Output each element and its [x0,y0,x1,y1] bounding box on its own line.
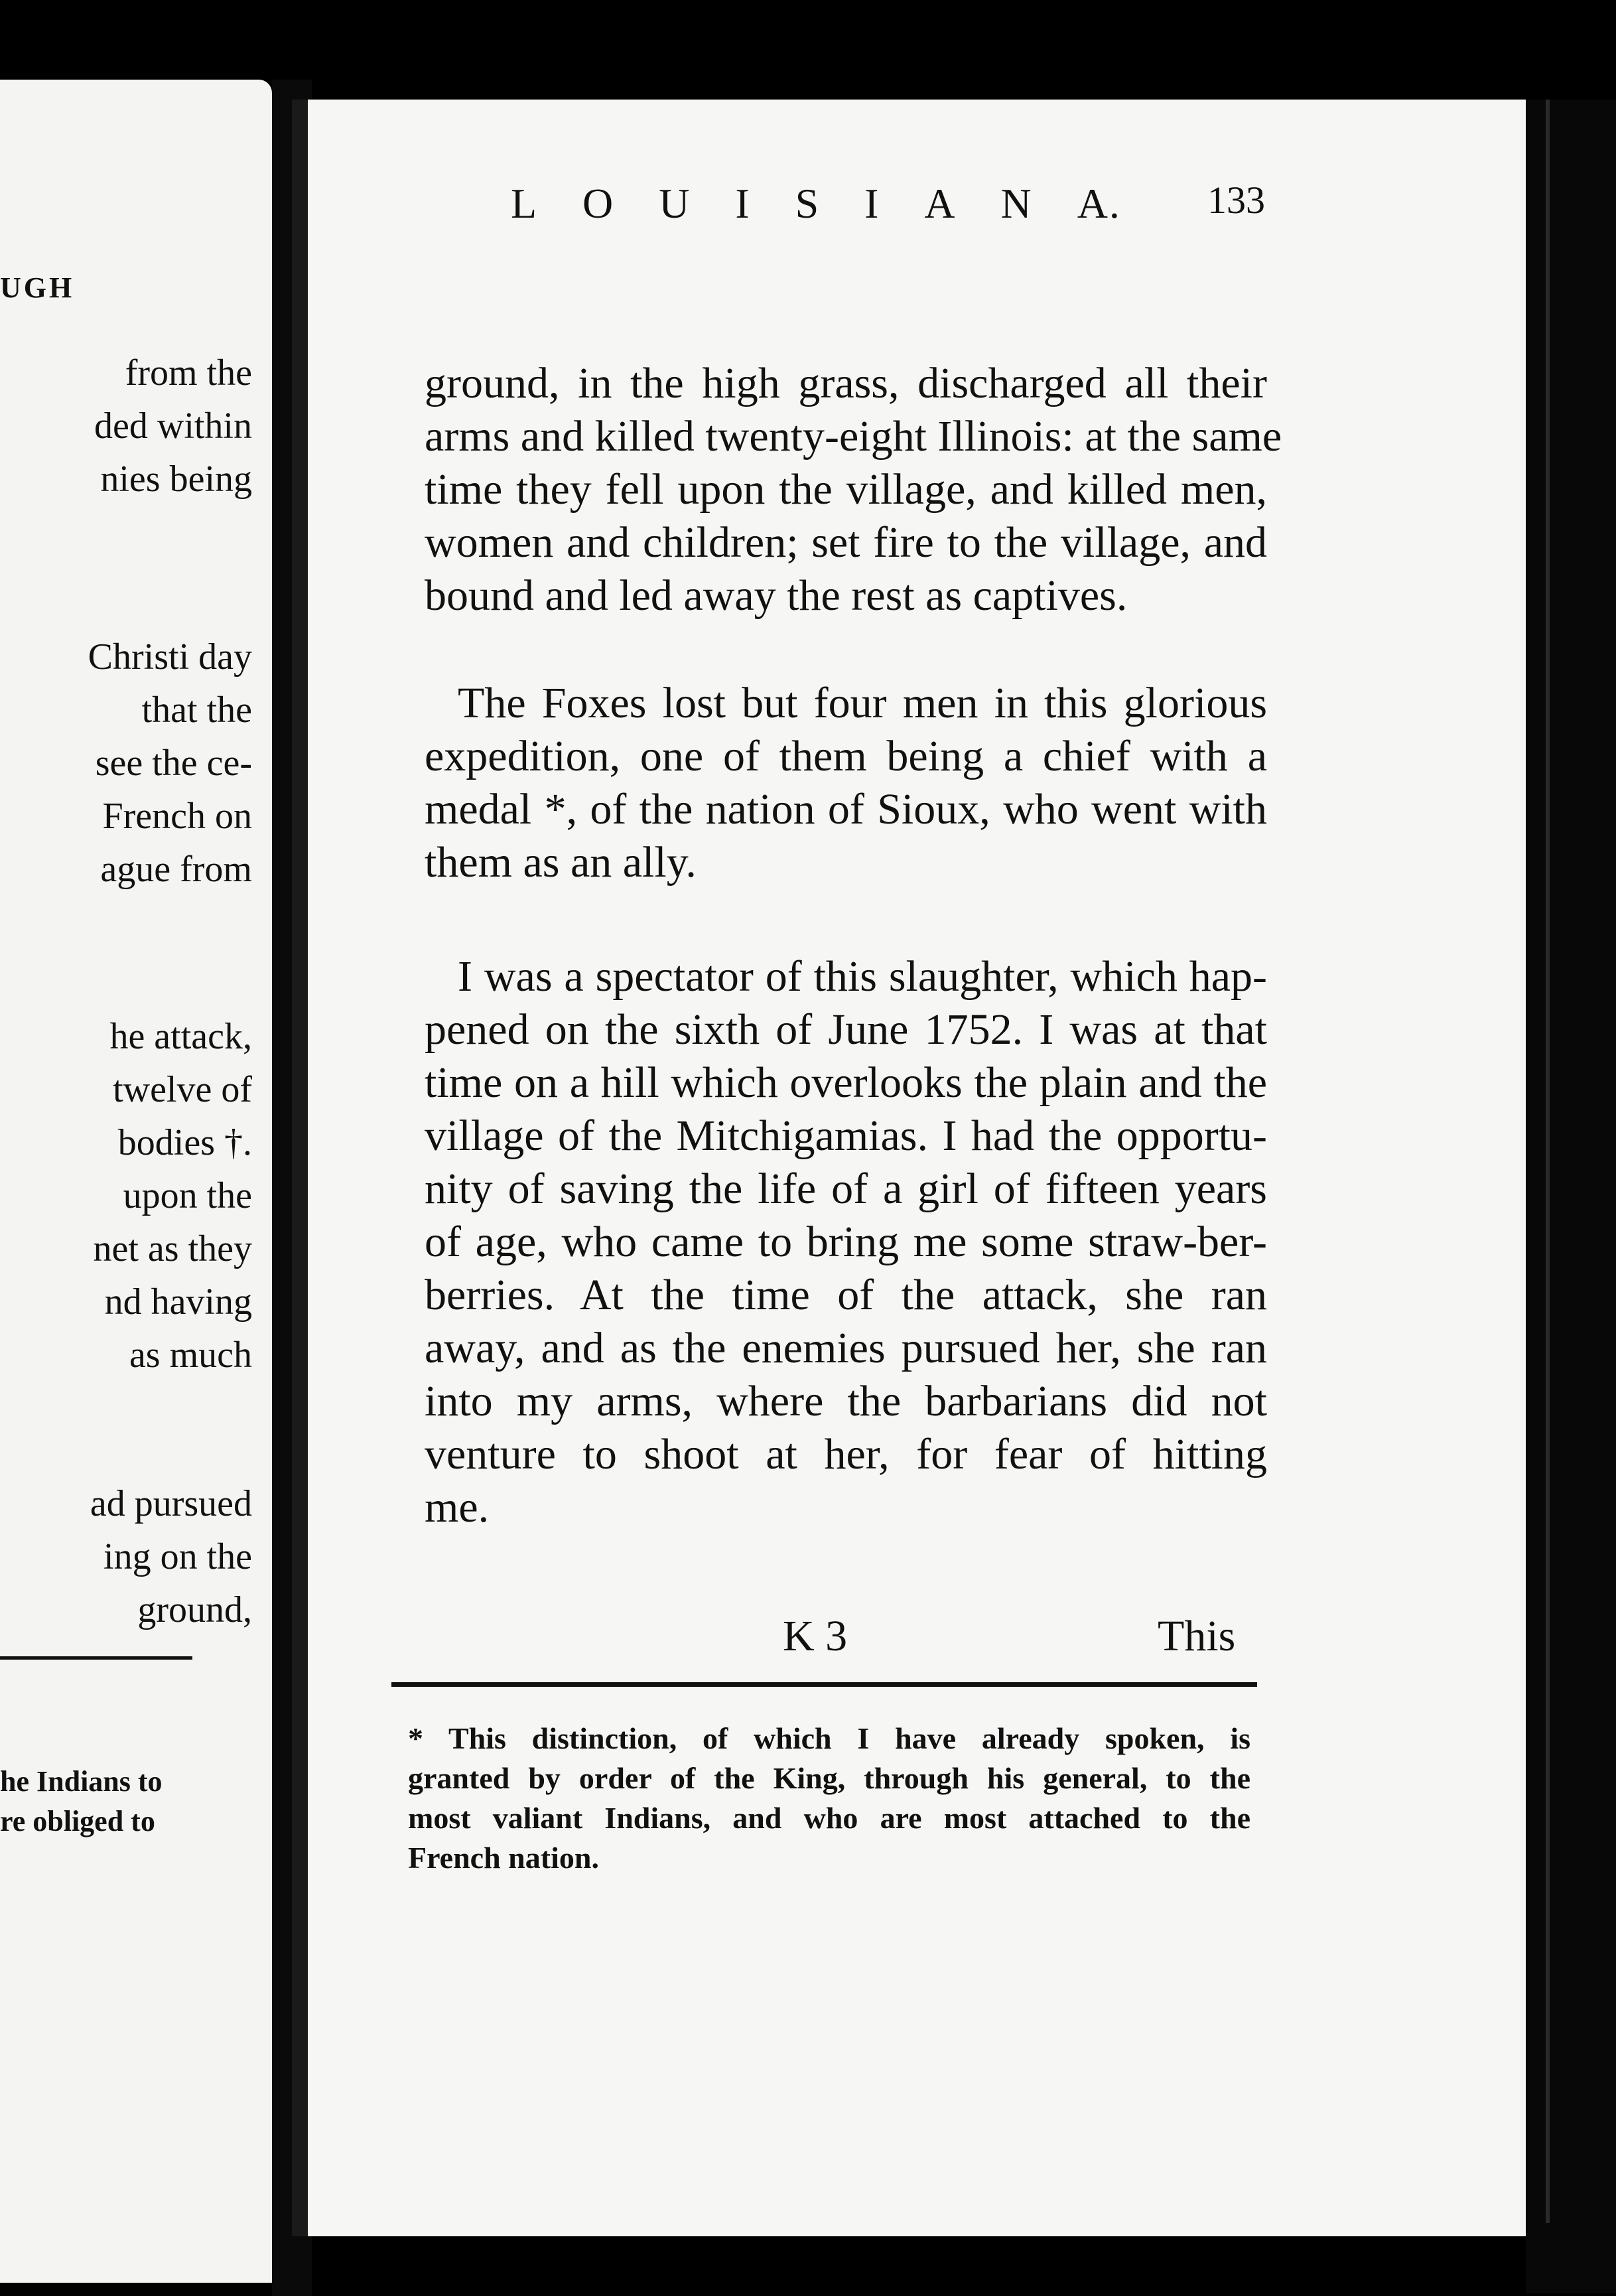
body-line: venture to shoot at her, for fear of hitting [425,1430,1267,1478]
footnote-line: granted by order of the King, through his general, to the [408,1761,1250,1795]
signature-mark: K 3 [783,1612,848,1660]
running-head-letter: L [511,180,539,227]
body-line: ground, in the high grass, discharged all their [425,359,1267,407]
running-head-letter: N [1000,180,1033,227]
body-line: them as an ally. [425,838,697,887]
running-head-letter: A [924,180,957,227]
catchword: This [1158,1612,1236,1660]
running-head [511,179,1121,228]
body-line: expedition, one of them being a chief with a [425,732,1267,780]
running-head-letter: I [864,180,880,227]
left-line: ad pursued [90,1483,252,1524]
left-line: upon the [123,1175,252,1216]
footnote-rule [391,1682,1257,1687]
left-line: he attack, [109,1016,252,1057]
body-line: bound and led away the rest as captives. [425,571,1128,620]
running-head-letter: I [735,180,751,227]
left-footnote-line: he Indians to [0,1765,163,1798]
body-line: time they fell upon the village, and killed men, [425,465,1267,514]
left-footnote-line: re obliged to [0,1805,155,1837]
left-running-head: UGH [0,271,75,304]
footnote-line: French nation. [408,1841,599,1875]
left-line: twelve of [113,1069,252,1110]
running-head-letter: O [582,180,615,227]
edge-stripe [1546,100,1550,2223]
left-line: nd having [104,1281,252,1323]
body-line: medal *, of the nation of Sioux, who went with [425,785,1267,833]
running-head-letter: A. [1077,180,1121,227]
running-head-letter: U [659,180,691,227]
left-line: French on [102,796,252,837]
left-line: Christi day [88,636,252,678]
body-line: away, and as the enemies pursued her, she ran [425,1324,1267,1372]
page-number: 133 [1207,179,1265,222]
body-line: arms and killed twenty-eight Illinois: at the same [425,412,1282,461]
body-line: berries. At the time of the attack, she ran [425,1271,1267,1319]
left-line: that the [141,689,252,731]
body-line: pened on the sixth of June 1752. I was at that [425,1005,1267,1054]
body-line: me. [425,1483,490,1532]
left-line: ground, [137,1589,252,1630]
left-line: see the ce- [95,743,252,784]
running-head-letter: S [795,180,821,227]
left-line: bodies †. [117,1122,252,1163]
right-page-edge [1526,100,1616,2293]
body-line: of age, who came to bring me some straw-ber- [425,1218,1267,1266]
body-line: nity of saving the life of a girl of fifteen years [425,1165,1267,1213]
body-line: time on a hill which overlooks the plain and the [425,1058,1267,1107]
left-line: nies being [100,459,252,500]
left-line: from the [125,352,252,394]
left-line: ded within [94,405,252,447]
left-line: ague from [100,849,252,890]
body-line: women and children; set fire to the village, and [425,518,1267,567]
body-line: The Foxes lost but four men in this glorious [458,679,1267,727]
left-line: as much [129,1334,252,1376]
body-line: village of the Mitchigamias. I had the opportu- [425,1112,1267,1160]
body-line: I was a spectator of this slaughter, which hap- [458,952,1267,1001]
left-line: ing on the [103,1536,252,1577]
left-facing-page [0,80,272,2283]
footnote-line: * This distinction, of which I have already spoken, is [408,1721,1250,1755]
left-line: net as they [93,1228,252,1269]
left-footnote-rule [0,1656,192,1660]
body-line: into my arms, where the barbarians did not [425,1377,1267,1425]
footnote-line: most valiant Indians, and who are most attached to the [408,1801,1250,1835]
